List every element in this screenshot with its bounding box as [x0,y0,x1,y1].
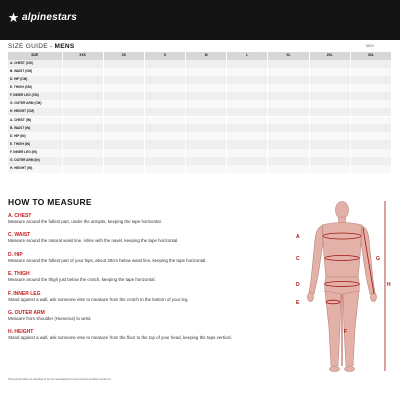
table-cell [186,108,227,116]
measure-heading: G. OUTER ARM [8,309,45,316]
table-cell [62,132,103,140]
table-cell [186,140,227,148]
table-cell [144,149,185,157]
table-cell [268,124,309,132]
size-table-header [8,52,392,60]
figure-letter: F [344,329,348,335]
table-cell [144,140,185,148]
measure-item [8,291,268,310]
table-cell [62,149,103,157]
row-label: G. OUTER ARM (IN) [8,157,62,165]
table-cell [350,92,391,100]
size-header-l: L [227,52,268,60]
table-cell [103,116,144,124]
size-header-3xl: 3XL [350,52,391,60]
footnote: Sizing information is intended to be the manufacturer's best recommendation and/or fit. [8,378,112,381]
table-cell [350,124,391,132]
measure-description: Measure around the thigh just below the crotch, keeping the tape horizontal. [8,277,156,283]
table-cell [62,76,103,84]
table-cell [144,116,185,124]
table-cell [227,140,268,148]
table-cell [186,165,227,173]
size-header-2xl: 2XL [309,52,350,60]
table-cell [62,124,103,132]
table-cell [227,116,268,124]
table-cell [186,149,227,157]
measure-heading: A. CHEST [8,213,32,219]
table-cell [103,132,144,140]
table-cell [268,157,309,165]
product-code: 6624 [366,44,374,48]
row-label: D. HIP (CM) [8,76,62,84]
measure-heading: C. WAIST [8,232,31,239]
table-cell [144,124,185,132]
table-cell [350,157,391,165]
table-cell [62,165,103,173]
table-cell [350,68,391,76]
row-label: F. INNER LEG (CM) [8,92,62,100]
title-prefix: SIZE GUIDE - [8,43,55,50]
table-row [8,60,392,68]
table-cell [350,149,391,157]
table-cell [350,100,391,108]
table-cell [144,165,185,173]
table-cell [309,165,350,173]
table-cell [62,92,103,100]
measure-item [8,232,268,251]
measure-description: Measure around the fullest part, under the armpits, keeping the tape horizontal. [8,219,162,224]
table-cell [268,165,309,173]
table-cell [268,76,309,84]
size-header-xxs: XXS [62,52,103,60]
row-label: H. HEIGHT (CM) [8,108,62,116]
table-cell [103,108,144,116]
measure-description: Measure from shoulder (Humerus) to wrist. [8,315,92,321]
brand-header-bar [0,0,400,40]
table-cell [103,165,144,173]
size-header-s: S [144,52,185,60]
table-cell [144,157,185,165]
table-cell [350,60,391,68]
table-cell [309,100,350,108]
measure-heading: D. HIP [8,251,23,258]
size-table [8,52,392,173]
table-row [8,149,392,157]
table-cell [227,100,268,108]
table-cell [103,124,144,132]
table-cell [62,140,103,148]
table-cell [309,92,350,100]
table-cell [350,116,391,124]
figure-letter: D [296,282,300,288]
table-cell [144,100,185,108]
table-row [8,68,392,76]
table-row [8,140,392,148]
table-cell [268,92,309,100]
title-gender: MENS [54,43,75,50]
table-cell [62,68,103,76]
figure-letter: A [296,234,300,240]
table-cell [62,157,103,165]
table-cell [309,116,350,124]
table-row [8,165,392,173]
measure-description: Stand against a wall, ask someone else to measure from the floor to the top of your head, keeping the tape vertical. [8,335,232,341]
table-cell [186,84,227,92]
measure-instructions [8,213,268,349]
measure-description: Measure around the fullest part of your hips, about 20cm below waist line, keeping the tape horizontal. [8,257,207,263]
page-title [8,43,75,50]
measure-description: Stand against a wall, ask someone else to measure from the crotch to the bottom of your leg. [8,296,189,302]
table-row [8,124,392,132]
table-row [8,100,392,108]
table-cell [103,140,144,148]
table-cell [309,149,350,157]
table-cell [309,60,350,68]
table-cell [186,116,227,124]
table-cell [309,140,350,148]
measure-item [8,252,268,271]
table-cell [309,108,350,116]
table-cell [350,84,391,92]
row-label: F. INNER LEG (IN) [8,149,62,157]
table-row [8,132,392,140]
table-cell [268,116,309,124]
table-row [8,76,392,84]
row-label: H. HEIGHT (IN) [8,165,62,173]
row-label: E. THIGH (IN) [8,140,62,148]
measure-heading: H. HEIGHT [8,329,34,336]
measure-item [8,329,268,348]
table-row [8,84,392,92]
table-cell [186,60,227,68]
table-cell [350,76,391,84]
table-cell [309,84,350,92]
table-cell [144,132,185,140]
table-cell [144,84,185,92]
table-cell [62,116,103,124]
table-cell [62,60,103,68]
table-cell [103,60,144,68]
size-header-xl: XL [268,52,309,60]
table-cell [62,100,103,108]
table-cell [268,140,309,148]
measure-item [8,310,268,329]
table-cell [227,124,268,132]
table-cell [62,108,103,116]
table-cell [144,68,185,76]
row-label: D. HIP (IN) [8,132,62,140]
table-cell [186,68,227,76]
size-column-header: SIZE [8,52,62,60]
table-cell [144,60,185,68]
row-label: A. CHEST (CM) [8,60,62,68]
table-cell [350,108,391,116]
row-label: B. WAIST (CM) [8,68,62,76]
table-cell [268,68,309,76]
row-label: A. CHEST (IN) [8,116,62,124]
table-cell [309,132,350,140]
table-cell [350,140,391,148]
table-cell [186,92,227,100]
table-cell [227,132,268,140]
brand-name: alpinestars [22,12,78,23]
table-cell [309,68,350,76]
table-cell [227,68,268,76]
table-cell [186,124,227,132]
table-cell [309,76,350,84]
table-cell [309,157,350,165]
table-cell [186,76,227,84]
table-cell [103,84,144,92]
table-cell [227,165,268,173]
figure-letter: H [387,282,391,288]
table-cell [268,60,309,68]
table-cell [103,68,144,76]
brand-logo [8,12,77,23]
table-cell [103,92,144,100]
table-cell [103,157,144,165]
table-row [8,92,392,100]
table-cell [268,132,309,140]
how-to-measure-title: HOW TO MEASURE [8,197,92,207]
size-header-m: M [186,52,227,60]
alpinestars-star-icon [8,12,19,23]
table-cell [268,100,309,108]
row-label: E. THIGH (CM) [8,84,62,92]
measure-description: Measure around the natural waist line, inline with the navel, keeping the tape horizontal. [8,238,179,244]
figure-letter: G [376,256,380,262]
table-cell [186,100,227,108]
table-cell [227,84,268,92]
figure-letter: C [296,256,300,262]
table-cell [227,149,268,157]
measure-item [8,271,268,290]
table-cell [350,165,391,173]
table-cell [186,157,227,165]
table-cell [227,157,268,165]
table-row [8,157,392,165]
measure-heading: F. INNER LEG [8,290,41,297]
figure-letter: E [296,300,300,306]
size-table-body [8,60,392,173]
table-cell [103,76,144,84]
measure-item [8,213,268,232]
size-header-xs: XS [103,52,144,60]
table-row [8,108,392,116]
table-cell [186,132,227,140]
table-cell [144,76,185,84]
body-measurement-figure [290,198,395,376]
table-cell [144,92,185,100]
table-cell [103,149,144,157]
table-row [8,116,392,124]
table-cell [227,60,268,68]
table-cell [227,108,268,116]
table-cell [62,84,103,92]
table-cell [268,84,309,92]
row-label: B. WAIST (IN) [8,124,62,132]
table-cell [268,149,309,157]
row-label: G. OUTER ARM (CM) [8,100,62,108]
table-cell [350,132,391,140]
table-cell [268,108,309,116]
table-cell [103,100,144,108]
measure-heading: E. THIGH [8,271,30,278]
table-cell [227,92,268,100]
table-cell [309,124,350,132]
table-cell [144,108,185,116]
table-cell [227,76,268,84]
